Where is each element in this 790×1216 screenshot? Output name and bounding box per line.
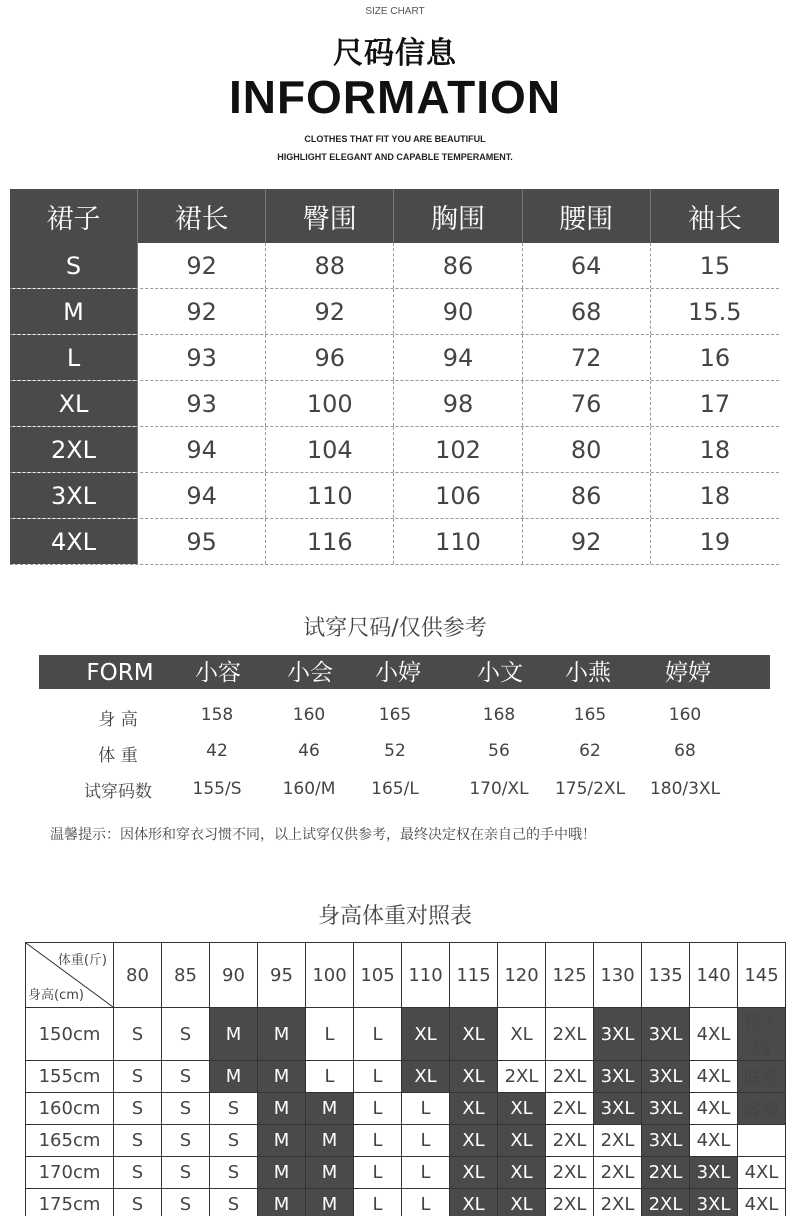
size-cell: S (162, 1189, 210, 1216)
weight-header-cell: 130 (594, 943, 642, 1008)
tryon-value: 165/L (371, 779, 419, 799)
information-title: INFORMATION (228, 71, 562, 123)
hw-row (26, 1189, 786, 1216)
tryon-value: 175/2XL (554, 779, 626, 799)
tryon-value: 165 (573, 705, 607, 725)
height-label: 165cm (26, 1125, 114, 1157)
size-cell: 3XL (690, 1157, 738, 1189)
size-cell: S (114, 1093, 162, 1125)
size-cell: XL (450, 1093, 498, 1125)
size-value: 15 (699, 251, 731, 280)
size-cell: S (162, 1157, 210, 1189)
size-value: 15.5 (688, 297, 742, 326)
weight-header-cell: 115 (450, 943, 498, 1008)
size-value: 64 (523, 243, 651, 288)
height-label: 170cm (26, 1157, 114, 1189)
size-table-header (10, 189, 779, 243)
size-cell: 4XL (690, 1125, 738, 1157)
subtitle-line-2: HIGHLIGHT ELEGANT AND CAPABLE TEMPERAMENT. (277, 152, 513, 162)
size-cell: M (258, 1061, 306, 1093)
size-cell: 3XL (690, 1189, 738, 1216)
size-label: 3XL (10, 473, 138, 518)
size-cell: 2XL (546, 1157, 594, 1189)
size-table-row (10, 473, 779, 519)
size-value: 92 (138, 243, 266, 288)
tryon-header-cell: FORM (86, 660, 154, 686)
size-value: 86 (394, 243, 522, 288)
hw-row (26, 1157, 786, 1189)
size-cell: L (306, 1061, 354, 1093)
size-cell: S (210, 1125, 258, 1157)
size-cell: 3XL (642, 1093, 690, 1125)
size-value: 104 (266, 427, 394, 472)
tryon-value: 68 (674, 741, 696, 761)
size-cell: 4XL (738, 1189, 786, 1216)
weight-header-cell: 95 (258, 943, 306, 1008)
size-cell: 3XL (594, 1008, 642, 1061)
height-label: 155cm (26, 1061, 114, 1093)
weight-header-cell: 120 (498, 943, 546, 1008)
special-size-note: 特大码 (738, 1008, 786, 1061)
size-header-cell: 袖长 (687, 203, 742, 235)
size-chart-label: SIZE CHART (365, 6, 425, 17)
weight-header-cell: 140 (690, 943, 738, 1008)
size-table (10, 189, 779, 565)
size-cell: S (210, 1157, 258, 1189)
size-cell: 3XL (642, 1008, 690, 1061)
size-cell: 4XL (738, 1157, 786, 1189)
size-cell: M (306, 1157, 354, 1189)
size-header-cell: 裙子 (10, 189, 138, 243)
size-cell: XL (498, 1157, 546, 1189)
hw-row (26, 1093, 786, 1125)
size-cell: M (306, 1189, 354, 1216)
size-header-cell: 臀围 (266, 189, 394, 243)
size-cell: S (210, 1093, 258, 1125)
tryon-value: 160 (292, 705, 326, 725)
weight-header-cell: 110 (402, 943, 450, 1008)
size-cell: XL (498, 1189, 546, 1216)
size-cell: S (162, 1061, 210, 1093)
tryon-header-cell: 小容 (195, 660, 241, 686)
size-value: 110 (394, 519, 522, 564)
tryon-header-cell: 小婷 (375, 660, 421, 686)
corner-diagonal (26, 943, 113, 1007)
size-cell: 2XL (594, 1125, 642, 1157)
tryon-row-label: 体 重 (98, 746, 138, 766)
hw-row (26, 1008, 786, 1061)
weight-header-cell: 85 (162, 943, 210, 1008)
size-cell: 2XL (498, 1061, 546, 1093)
size-cell: 2XL (546, 1189, 594, 1216)
tryon-value: 42 (206, 741, 228, 761)
size-value: 90 (394, 289, 522, 334)
weight-header-cell: 80 (114, 943, 162, 1008)
tryon-value: 155/S (192, 779, 242, 799)
cn-title: 尺码信息 (333, 36, 457, 71)
tryon-header-cell: 小燕 (565, 660, 611, 686)
size-header-cell: 腰围 (523, 189, 651, 243)
size-value: 76 (523, 381, 651, 426)
tryon-header-cell: 小文 (477, 660, 523, 686)
size-value: 116 (266, 519, 394, 564)
tip-text: 温馨提示：因体形和穿衣习惯不同，以上试穿仅供参考，最终决定权在亲自己的手中哦！ (50, 827, 596, 843)
hw-title: 身高体重对照表 (317, 904, 472, 929)
size-cell: 4XL (690, 1061, 738, 1093)
tryon-header-cell: 婷婷 (665, 660, 711, 686)
size-value: 94 (138, 473, 266, 518)
tryon-value: 160/M (282, 779, 336, 799)
size-cell: 3XL (594, 1093, 642, 1125)
size-value: 88 (266, 243, 394, 288)
size-label: S (10, 243, 138, 288)
size-cell: XL (450, 1189, 498, 1216)
tryon-value: 180/3XL (649, 779, 721, 799)
tryon-header-bar (39, 655, 770, 689)
size-cell: 3XL (642, 1125, 690, 1157)
hw-row (26, 1125, 786, 1157)
size-value: 98 (394, 381, 522, 426)
size-cell: S (114, 1061, 162, 1093)
size-cell: M (258, 1189, 306, 1216)
hw-row (26, 1061, 786, 1093)
size-value: 102 (394, 427, 522, 472)
size-cell: L (402, 1189, 450, 1216)
size-cell: S (162, 1125, 210, 1157)
size-cell: XL (498, 1008, 546, 1061)
size-cell: XL (450, 1008, 498, 1061)
size-cell: XL (450, 1061, 498, 1093)
size-cell: 4XL (690, 1093, 738, 1125)
size-cell: 3XL (594, 1061, 642, 1093)
special-size-note: 客服 (738, 1093, 786, 1125)
tryon-value: 160 (668, 705, 702, 725)
size-value: 19 (699, 527, 731, 556)
special-size-note: 联系 (738, 1061, 786, 1093)
size-table-row (10, 243, 779, 289)
size-cell: S (162, 1008, 210, 1061)
tryon-value: 62 (579, 741, 601, 761)
weight-header-cell: 90 (210, 943, 258, 1008)
size-cell: L (354, 1093, 402, 1125)
size-cell: M (210, 1008, 258, 1061)
size-value: 18 (699, 435, 731, 464)
tryon-row-label: 身 高 (98, 710, 138, 730)
size-value: 95 (138, 519, 266, 564)
size-value: 16 (699, 343, 731, 372)
subtitle-line-1: CLOTHES THAT FIT YOU ARE BEAUTIFUL (304, 134, 486, 144)
size-label: XL (10, 381, 138, 426)
size-value: 92 (138, 289, 266, 334)
size-cell: S (114, 1189, 162, 1216)
size-cell: S (114, 1008, 162, 1061)
size-cell: L (354, 1157, 402, 1189)
tryon-value: 56 (488, 741, 510, 761)
size-value: 72 (523, 335, 651, 380)
hw-header-row (26, 943, 786, 1008)
size-value: 92 (523, 519, 651, 564)
size-cell: M (258, 1125, 306, 1157)
size-value: 93 (138, 335, 266, 380)
tryon-value: 52 (384, 741, 406, 761)
height-label: 150cm (26, 1008, 114, 1061)
size-header-cell: 裙长 (138, 189, 266, 243)
size-cell: M (210, 1061, 258, 1093)
size-value: 94 (138, 427, 266, 472)
size-value: 110 (266, 473, 394, 518)
weight-header-cell: 125 (546, 943, 594, 1008)
size-cell: L (402, 1157, 450, 1189)
size-label: 4XL (10, 519, 138, 564)
size-cell: M (306, 1125, 354, 1157)
weight-header-cell: 100 (306, 943, 354, 1008)
size-cell: 2XL (546, 1093, 594, 1125)
height-weight-table (25, 942, 786, 1216)
height-label: 160cm (26, 1093, 114, 1125)
tryon-value: 168 (482, 705, 516, 725)
size-value: 106 (394, 473, 522, 518)
tryon-value: 158 (200, 705, 234, 725)
size-value: 92 (266, 289, 394, 334)
size-cell: 4XL (690, 1008, 738, 1061)
size-cell: 2XL (594, 1189, 642, 1216)
size-cell: 2XL (594, 1157, 642, 1189)
size-cell: XL (450, 1125, 498, 1157)
size-cell: L (402, 1093, 450, 1125)
size-cell: XL (498, 1125, 546, 1157)
tryon-header-cell: 小会 (287, 660, 333, 686)
size-cell: XL (498, 1093, 546, 1125)
corner-cell (26, 943, 114, 1008)
size-cell: XL (402, 1008, 450, 1061)
weight-header-cell: 105 (354, 943, 402, 1008)
size-cell: S (162, 1093, 210, 1125)
size-cell: XL (402, 1061, 450, 1093)
size-value: 17 (699, 389, 731, 418)
size-cell: L (402, 1125, 450, 1157)
size-label: M (10, 289, 138, 334)
size-cell: S (114, 1157, 162, 1189)
size-cell: M (258, 1008, 306, 1061)
weight-header-cell: 135 (642, 943, 690, 1008)
size-table-row (10, 427, 779, 473)
size-cell: M (306, 1093, 354, 1125)
size-value: 86 (523, 473, 651, 518)
size-cell: L (354, 1189, 402, 1216)
size-value: 100 (266, 381, 394, 426)
empty-cell (738, 1125, 786, 1157)
size-header-cell: 胸围 (394, 189, 522, 243)
tryon-value: 46 (298, 741, 320, 761)
size-value: 94 (394, 335, 522, 380)
size-value: 18 (699, 481, 731, 510)
size-table-row (10, 335, 779, 381)
corner-height-label: 身高(cm) (28, 988, 84, 1003)
size-cell: 3XL (642, 1061, 690, 1093)
size-value: 68 (523, 289, 651, 334)
size-cell: L (306, 1008, 354, 1061)
tryon-value: 170/XL (469, 779, 529, 799)
size-value: 93 (138, 381, 266, 426)
size-cell: XL (450, 1157, 498, 1189)
size-cell: 2XL (546, 1125, 594, 1157)
size-cell: L (354, 1125, 402, 1157)
size-cell: 2XL (546, 1061, 594, 1093)
size-cell: L (354, 1061, 402, 1093)
size-table-row (10, 289, 779, 335)
size-table-row (10, 519, 779, 565)
tryon-row-label: 试穿码数 (84, 782, 152, 802)
size-cell: 2XL (642, 1189, 690, 1216)
size-cell: 2XL (642, 1157, 690, 1189)
size-cell: L (354, 1008, 402, 1061)
size-cell: 2XL (546, 1008, 594, 1061)
size-value: 80 (523, 427, 651, 472)
size-label: 2XL (10, 427, 138, 472)
size-cell: S (210, 1189, 258, 1216)
size-cell: M (258, 1093, 306, 1125)
tryon-title: 试穿尺码/仅供参考 (303, 616, 487, 641)
size-table-row (10, 381, 779, 427)
weight-header-cell: 145 (738, 943, 786, 1008)
size-cell: S (114, 1125, 162, 1157)
corner-weight-label: 体重(斤) (57, 953, 107, 968)
height-label: 175cm (26, 1189, 114, 1216)
size-cell: M (258, 1157, 306, 1189)
tryon-value: 165 (378, 705, 412, 725)
size-value: 96 (266, 335, 394, 380)
size-label: L (10, 335, 138, 380)
